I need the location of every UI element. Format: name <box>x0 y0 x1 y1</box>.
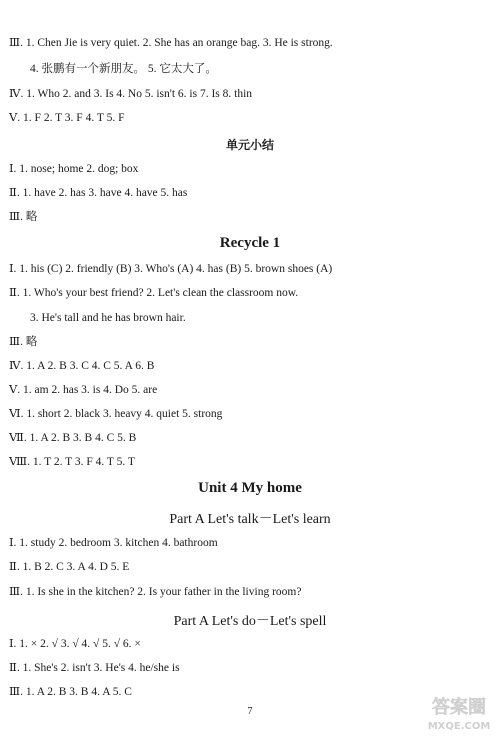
answer-line: Ⅶ. 1. A 2. B 3. B 4. C 5. B <box>9 432 137 444</box>
watermark-cn-text: 答案圈 <box>432 697 486 718</box>
answer-line: Ⅳ. 1. A 2. B 3. C 4. C 5. A 6. B <box>9 360 155 372</box>
answer-line: Ⅲ. 略 <box>9 211 38 223</box>
section-heading: 单元小结 <box>225 138 274 152</box>
answer-line: Ⅲ. 1. Chen Jie is very quiet. 2. She has an orange bag. 3. He is strong. <box>9 37 333 49</box>
answer-line: Ⅵ. 1. short 2. black 3. heavy 4. quiet 5. strong <box>9 408 223 420</box>
part-heading: Part A Let's do－Let's spell <box>173 614 327 629</box>
answer-line: Ⅰ. 1. nose; home 2. dog; box <box>9 163 139 175</box>
answer-line: Ⅱ. 1. have 2. has 3. have 4. have 5. has <box>9 187 188 199</box>
answer-line: Ⅴ. 1. F 2. T 3. F 4. T 5. F <box>9 112 125 124</box>
answer-line: Ⅰ. 1. study 2. bedroom 3. kitchen 4. bathroom <box>9 537 218 549</box>
answer-line: 4. 张鹏有一个新朋友。 5. 它太大了。 <box>30 63 217 75</box>
answer-line: Ⅱ. 1. She's 2. isn't 3. He's 4. he/she is <box>9 662 180 674</box>
section-heading: Recycle 1 <box>219 235 281 251</box>
answer-line: Ⅲ. 略 <box>9 336 38 348</box>
answer-line: Ⅱ. 1. Who's your best friend? 2. Let's clean the classroom now. <box>9 287 299 299</box>
answer-line: Ⅴ. 1. am 2. has 3. is 4. Do 5. are <box>9 384 158 396</box>
answer-line: Ⅷ. 1. T 2. T 3. F 4. T 5. T <box>9 456 135 468</box>
answer-line: 3. He's tall and he has brown hair. <box>30 312 186 324</box>
answer-line: Ⅰ. 1. × 2. √ 3. √ 4. √ 5. √ 6. × <box>9 638 141 650</box>
answer-line: Ⅲ. 1. Is she in the kitchen? 2. Is your father in the living room? <box>9 586 302 598</box>
answer-line: Ⅱ. 1. B 2. C 3. A 4. D 5. E <box>9 561 130 573</box>
part-heading: Part A Let's talk－Let's learn <box>169 512 331 527</box>
watermark-logo-icon <box>424 693 494 733</box>
answer-line: Ⅳ. 1. Who 2. and 3. Is 4. No 5. isn't 6. is 7. Is 8. thin <box>9 88 253 100</box>
answer-line: Ⅰ. 1. his (C) 2. friendly (B) 3. Who's (A) 4. has (B) 5. brown shoes (A) <box>9 263 333 275</box>
watermark-en-text: MXQE.COM <box>427 721 491 732</box>
page-number: 7 <box>247 706 253 717</box>
unit-heading: Unit 4 My home <box>198 480 302 496</box>
answer-line: Ⅲ. 1. A 2. B 3. B 4. A 5. C <box>9 686 132 698</box>
